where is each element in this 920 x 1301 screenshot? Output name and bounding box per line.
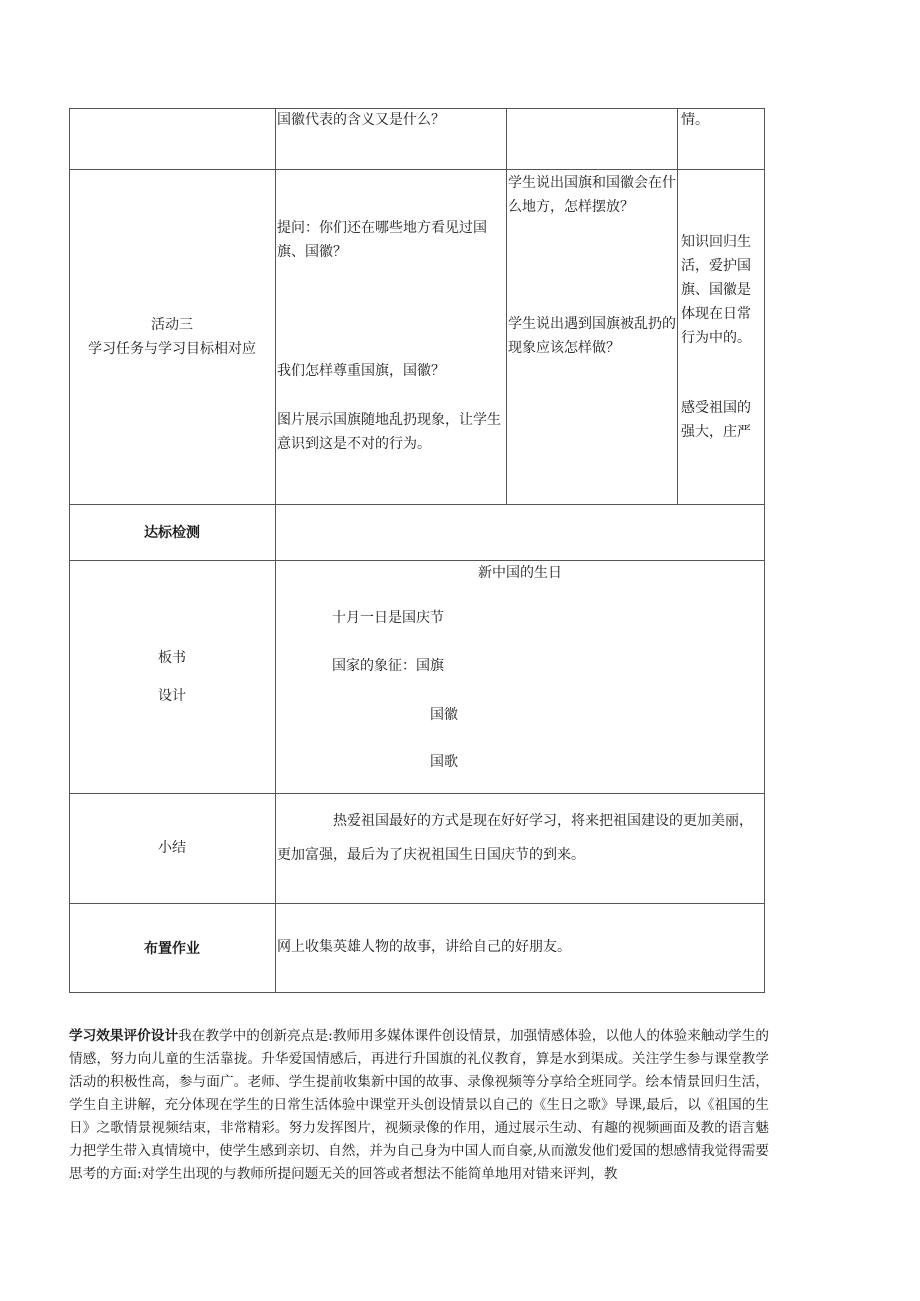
- evaluation-lead: 学习效果评价设计: [69, 1028, 179, 1044]
- board-label-line2: 设计: [158, 688, 186, 704]
- row-divider: [69, 169, 765, 170]
- row-divider: [69, 793, 765, 794]
- lesson-plan-table: [69, 108, 765, 993]
- check-label: 达标检测: [144, 525, 200, 541]
- table-border-bottom: [69, 992, 765, 993]
- design-intent-1: 知识回归生活，爱护国旗、国徽是体现在日常行为中的。: [681, 234, 751, 346]
- board-line-3: 国徽: [430, 707, 458, 723]
- column-divider: [677, 108, 678, 505]
- row-divider: [69, 504, 765, 505]
- activity-label-title: 活动三: [151, 317, 193, 333]
- column-divider: [275, 108, 276, 993]
- activity-label-subtitle: 学习任务与学习目标相对应: [88, 341, 256, 357]
- table-border-left: [69, 108, 70, 993]
- teacher-question-1: 提问：你们还在哪些地方看见过国旗、国徽？: [277, 220, 487, 260]
- summary-text: 热爱祖国最好的方式是现在好好学习，将来把祖国建设的更加美丽，更加富强，最后为了庆祝祖国生日国庆节的到来。: [277, 813, 753, 863]
- row-divider: [69, 903, 765, 904]
- cell-top-intent: 情。: [681, 112, 709, 128]
- table-border-right: [764, 108, 765, 993]
- homework-label: 布置作业: [144, 941, 200, 957]
- student-activity-2: 学生说出遇到国旗被乱扔的现象应该怎样做？: [508, 316, 676, 356]
- board-label-line1: 板书: [158, 650, 186, 666]
- board-line-1: 十月一日是国庆节: [332, 610, 444, 626]
- evaluation-paragraph: [69, 1025, 769, 1186]
- board-line-2: 国家的象征：国旗: [332, 658, 444, 674]
- evaluation-text: 我在教学中的创新亮点是:教师用多媒体课件创设情景，加强情感体验，以他人的体验来触动学生的情感，努力向儿童的生活靠拢。升华爱国情感后，再进行升国旗的礼仪教育，算是水到渠成。关注学生参与课堂教学活动的积极性高，参与面广。老师、学生提前收集新中国的故事、录像视频等分享给全班同学。绘本情景回归生活，学生自主讲解，充分体现在学生的日常生活体验中课堂开头创设情景以自己的《生日之歌》导课,最后，以《祖国的生日》之歌情景视频结束，非常精彩。努力发挥图片，视频录像的作用，通过展示生动、有趣的视频画面及教的语言魅力把学生带入真情境中，使学生感到亲切、自然，并为自己身为中国人而自豪,从而激发他们爱国的想感情我觉得需要思考的方面:对学生出现的与教师所提问题无关的回答或者想法不能简单地用对错来评判，教: [69, 1028, 770, 1182]
- student-activity-1: 学生说出国旗和国徽会在什么地方，怎样摆放？: [508, 175, 676, 215]
- summary-label: 小结: [158, 840, 186, 856]
- board-title: 新中国的生日: [478, 565, 562, 581]
- cell-top-content: 国徽代表的含义又是什么？: [277, 112, 445, 128]
- teacher-question-2: 我们怎样尊重国旗，国徽？: [277, 363, 445, 379]
- teacher-question-3: 图片展示国旗随地乱扔现象，让学生意识到这是不对的行为。: [277, 412, 501, 452]
- column-divider: [506, 108, 507, 505]
- design-intent-2: 感受祖国的强大，庄严: [681, 400, 751, 440]
- homework-text: 网上收集英雄人物的故事，讲给自己的好朋友。: [277, 939, 571, 955]
- board-line-4: 国歌: [430, 754, 458, 770]
